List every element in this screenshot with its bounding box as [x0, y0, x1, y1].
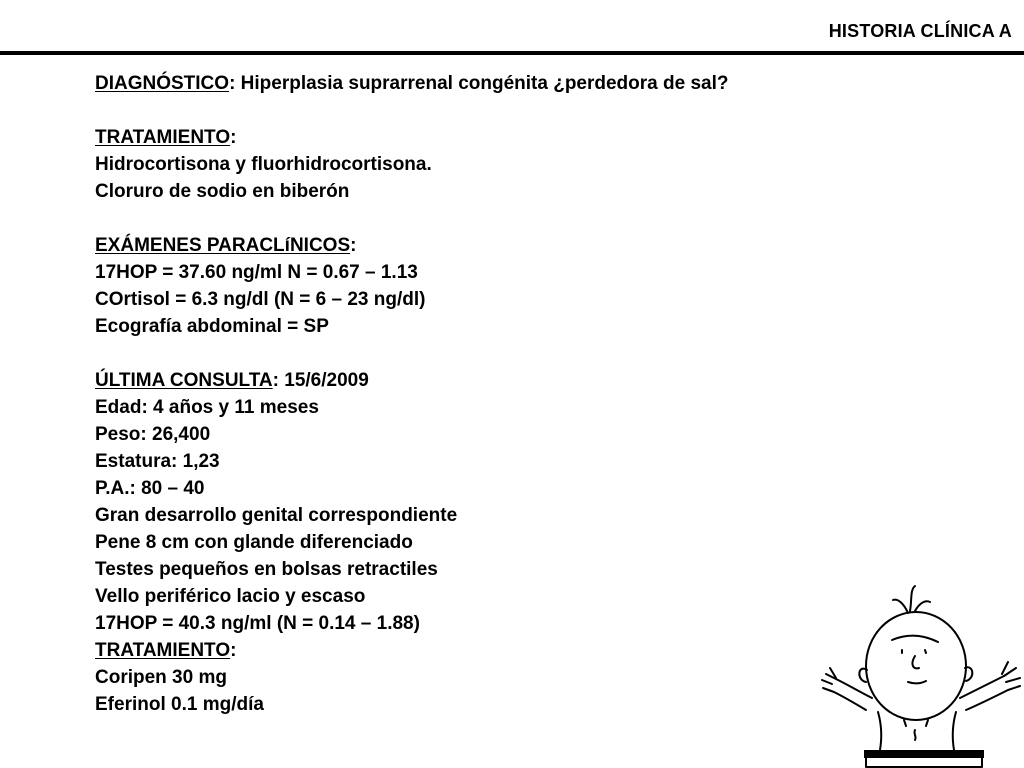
header-divider [0, 51, 1024, 55]
last-visit-line: 17HOP = 40.3 ng/ml (N = 0.14 – 1.88) [95, 613, 420, 634]
diagnosis-heading: DIAGNÓSTICO [95, 73, 230, 94]
exams-heading: EXÁMENES PARACLíNICOS [95, 235, 351, 256]
last-visit-line: Estatura: 1,23 [95, 451, 220, 472]
treatment2-line: Coripen 30 mg [95, 667, 227, 688]
last-visit-line: Testes pequeños en bolsas retractiles [95, 559, 438, 580]
treatment2-line: Eferinol 0.1 mg/día [95, 694, 264, 715]
last-visit-heading-line [95, 367, 728, 394]
exam-result-line: COrtisol = 6.3 ng/dl (N = 6 – 23 ng/dl) [95, 289, 426, 310]
last-visit-line: Pene 8 cm con glande diferenciado [95, 532, 413, 553]
exams-heading-line: EXÁMENES PARACLíNICOS: [95, 235, 357, 256]
last-visit-line: Gran desarrollo genital correspondiente [95, 505, 458, 526]
last-visit-line: Vello periférico lacio y escaso [95, 586, 366, 607]
last-visit-date: : 15/6/2009 [272, 370, 369, 391]
exam-result-line: Ecografía abdominal = SP [95, 316, 329, 337]
treatment-line: Cloruro de sodio en biberón [95, 181, 350, 202]
treatment-line: Hidrocortisona y fluorhidrocortisona. [95, 154, 432, 175]
last-visit-line: Edad: 4 años y 11 meses [95, 397, 319, 418]
treatment2-heading-line: TRATAMIENTO: [95, 640, 237, 661]
diagnosis-text: : Hiperplasia suprarrenal congénita ¿perdedora de sal? [229, 73, 729, 94]
treatment-heading-line: TRATAMIENTO: [95, 127, 237, 148]
cartoon-child-illustration [820, 580, 1024, 768]
clinical-history-body [95, 70, 728, 718]
treatment-heading: TRATAMIENTO [95, 127, 231, 148]
diagnosis-line [95, 70, 728, 97]
treatment2-heading: TRATAMIENTO [95, 640, 231, 661]
exam-result-line: 17HOP = 37.60 ng/ml N = 0.67 – 1.13 [95, 262, 418, 283]
page-title: HISTORIA CLÍNICA A [828, 21, 1012, 41]
last-visit-line: Peso: 26,400 [95, 424, 211, 445]
last-visit-heading: ÚLTIMA CONSULTA [95, 370, 273, 391]
last-visit-line: P.A.: 80 – 40 [95, 478, 205, 499]
